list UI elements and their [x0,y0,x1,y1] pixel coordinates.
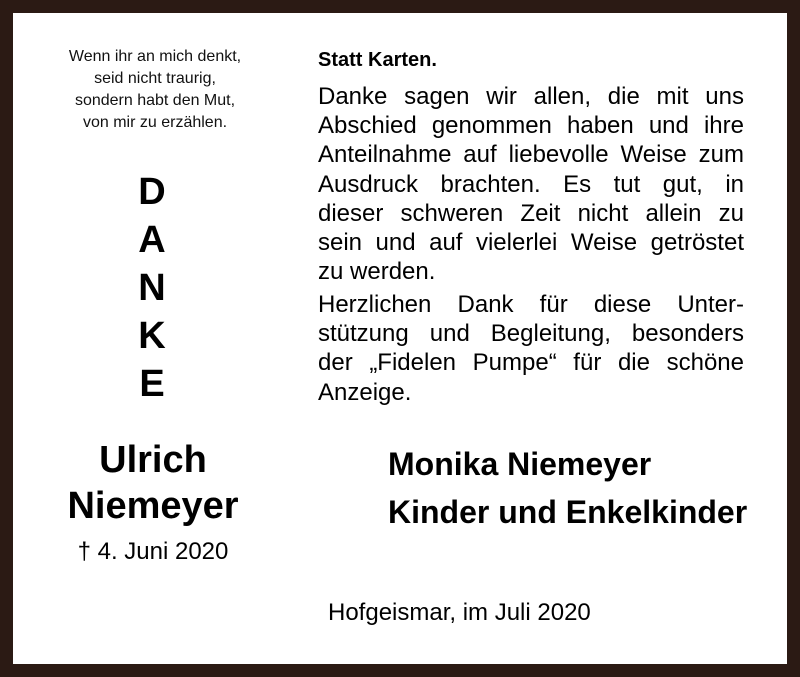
place-date: Hofgeismar, im Juli 2020 [328,599,591,626]
deceased-first-name: Ulrich [99,439,207,481]
paragraph-line: stützung und Begleitung, besonders [318,320,744,348]
paragraph-line: Anteilnahme auf liebevolle Weise zum [318,141,744,169]
paragraph-line: zu werden. [318,258,436,286]
message-heading: Statt Karten. [318,49,437,71]
danke-letter: E [139,363,165,405]
danke-letter: N [138,267,166,309]
quote-line: sondern habt den Mut, [74,92,236,109]
signer-name: Monika Niemeyer [388,446,652,482]
danke-letter: K [138,315,166,357]
death-date: † 4. Juni 2020 [77,538,229,565]
message-paragraph-2 [318,290,744,407]
quote-line: seid nicht traurig, [94,70,216,87]
paragraph-line: Herzlichen Dank für diese Unter- [318,291,744,318]
quote-line: Wenn ihr an mich denkt, [68,48,242,65]
deceased-last-name: Niemeyer [67,485,239,527]
paragraph-line: der „Fidelen Pumpe“ für die schöne [318,349,744,377]
deceased-name [0,437,306,529]
paragraph-line: Abschied genommen haben und ihre [318,112,744,140]
memorial-quote [0,46,310,134]
paragraph-line: Ausdruck brachten. Es tut gut, in [318,170,744,198]
danke-letter: A [138,219,166,261]
paragraph-line: Anzeige. [318,378,412,406]
quote-line: von mir zu erzählen. [82,114,228,131]
paragraph-line: dieser schweren Zeit nicht allein zu [318,199,744,227]
danke-vertical-title [92,168,212,408]
message-paragraph-1 [318,82,744,286]
paragraph-line: Danke sagen wir allen, die mit uns [318,83,744,110]
signer-family: Kinder und Enkelkinder [388,494,748,530]
paragraph-line: sein und auf vielerlei Weise getröstet [318,229,744,257]
danke-letter: D [138,171,166,213]
